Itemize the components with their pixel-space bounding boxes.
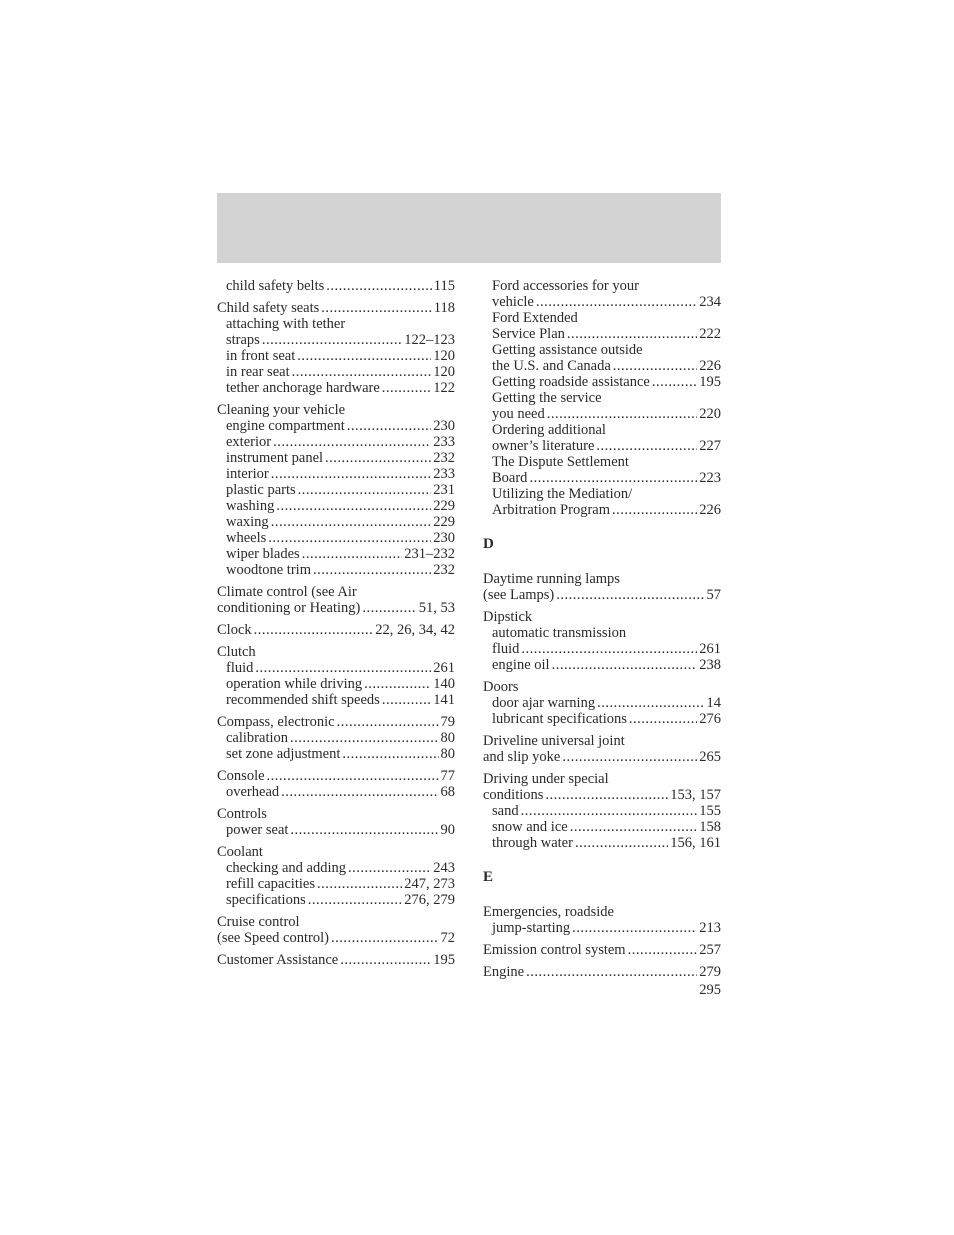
index-entry xyxy=(217,914,455,946)
index-subentry xyxy=(483,920,721,936)
entry-page-ref: 118 xyxy=(433,300,455,316)
index-term xyxy=(483,964,721,980)
index-term xyxy=(483,733,721,749)
index-entry xyxy=(217,622,455,638)
dot-leader xyxy=(362,600,416,616)
entry-label: Compass, electronic xyxy=(217,714,335,730)
dot-leader xyxy=(317,876,402,892)
index-entry xyxy=(483,679,721,727)
index-subentry xyxy=(217,514,455,530)
entry-label: overhead xyxy=(226,784,280,800)
entry-page-ref: 238 xyxy=(699,657,721,673)
index-term xyxy=(483,749,721,765)
entry-page-ref: 68 xyxy=(440,784,455,800)
index-entry xyxy=(483,904,721,936)
dot-leader xyxy=(572,920,697,936)
entry-page-ref: 77 xyxy=(440,768,455,784)
index-entry xyxy=(483,942,721,958)
index-term xyxy=(217,622,455,638)
index-term xyxy=(217,714,455,730)
index-subentry xyxy=(217,530,455,546)
entry-label: automatic transmission xyxy=(492,625,627,641)
dot-leader xyxy=(267,768,439,784)
index-subentry xyxy=(217,562,455,578)
entry-label: Daytime running lamps xyxy=(483,571,620,587)
entry-page-ref: 227 xyxy=(699,438,721,454)
entry-page-ref: 158 xyxy=(699,819,721,835)
dot-leader xyxy=(364,676,431,692)
entry-label: Dipstick xyxy=(483,609,533,625)
index-entry xyxy=(217,806,455,838)
dot-leader xyxy=(308,892,403,908)
index-subentry xyxy=(483,803,721,819)
entry-page-ref: 276 xyxy=(699,711,721,727)
index-entry xyxy=(217,644,455,708)
index-term xyxy=(483,679,721,695)
dot-leader xyxy=(297,348,431,364)
index-term xyxy=(217,806,455,822)
entry-page-ref: 226 xyxy=(699,502,721,518)
index-entry xyxy=(217,402,455,578)
entry-page-ref: 153, 157 xyxy=(670,787,721,803)
entry-label: The Dispute Settlement xyxy=(492,454,629,470)
entry-page-ref: 229 xyxy=(433,514,455,530)
dot-leader xyxy=(382,692,431,708)
entry-page-ref: 122 xyxy=(433,380,455,396)
index-entry xyxy=(483,571,721,603)
entry-page-ref: 231–232 xyxy=(404,546,455,562)
entry-page-ref: 79 xyxy=(440,714,455,730)
index-entry xyxy=(217,768,455,800)
dot-leader xyxy=(347,418,431,434)
entry-page-ref: 231 xyxy=(433,482,455,498)
index-subentry xyxy=(217,348,455,364)
entry-label: Emergencies, roadside xyxy=(483,904,614,920)
entry-label: Ordering additional xyxy=(492,422,606,438)
entry-page-ref: 234 xyxy=(699,294,721,310)
entry-page-ref: 257 xyxy=(699,942,721,958)
index-subentry xyxy=(483,657,721,673)
dot-leader xyxy=(545,787,668,803)
index-entry xyxy=(217,714,455,762)
entry-label: Ford accessories for your xyxy=(492,278,639,294)
entry-label: Climate control (see Air xyxy=(217,584,357,600)
index-subentry xyxy=(217,660,455,676)
entry-label: interior xyxy=(226,466,269,482)
dot-leader xyxy=(575,835,668,851)
dot-leader xyxy=(629,711,697,727)
entry-label: (see Speed control) xyxy=(217,930,329,946)
entry-label: exterior xyxy=(226,434,272,450)
index-term xyxy=(217,914,455,930)
index-subentry xyxy=(217,364,455,380)
index-subentry xyxy=(217,498,455,514)
entry-page-ref: 229 xyxy=(433,498,455,514)
entry-label: checking and adding xyxy=(226,860,346,876)
index-subentry xyxy=(217,892,455,908)
index-subentry xyxy=(217,860,455,876)
index-subentry xyxy=(483,486,721,502)
index-entry xyxy=(217,300,455,396)
index-subentry xyxy=(483,711,721,727)
dot-leader xyxy=(526,964,697,980)
entry-label: engine compartment xyxy=(226,418,345,434)
index-entry xyxy=(217,844,455,908)
entry-label: Console xyxy=(217,768,265,784)
index-term xyxy=(217,402,455,418)
entry-label: vehicle xyxy=(492,294,534,310)
index-subentry xyxy=(217,418,455,434)
index-subentry xyxy=(217,466,455,482)
index-subentry xyxy=(217,450,455,466)
entry-page-ref: 156, 161 xyxy=(670,835,721,851)
dot-leader xyxy=(628,942,698,958)
dot-leader xyxy=(556,587,704,603)
entry-page-ref: 230 xyxy=(433,418,455,434)
entry-label: power seat xyxy=(226,822,289,838)
entry-page-ref: 222 xyxy=(699,326,721,342)
entry-label: plastic parts xyxy=(226,482,296,498)
dot-leader xyxy=(326,278,432,294)
index-subentry xyxy=(483,438,721,454)
index-subentry xyxy=(483,390,721,406)
entry-page-ref: 276, 279 xyxy=(404,892,455,908)
entry-page-ref: 230 xyxy=(433,530,455,546)
entry-label: instrument panel xyxy=(226,450,324,466)
dot-leader xyxy=(567,326,697,342)
index-subentry xyxy=(483,342,721,358)
dot-leader xyxy=(570,819,698,835)
entry-label: you need xyxy=(492,406,545,422)
index-column-right xyxy=(483,278,721,980)
entry-label: lubricant specifications xyxy=(492,711,627,727)
index-term xyxy=(483,609,721,625)
entry-label: Clutch xyxy=(217,644,256,660)
entry-page-ref: 80 xyxy=(440,746,455,762)
entry-label: Cruise control xyxy=(217,914,300,930)
entry-label: owner’s literature xyxy=(492,438,595,454)
index-subentry xyxy=(217,482,455,498)
entry-label: Ford Extended xyxy=(492,310,578,326)
entry-label: in front seat xyxy=(226,348,296,364)
entry-page-ref: 14 xyxy=(706,695,721,711)
entry-page-ref: 120 xyxy=(433,364,455,380)
index-entry xyxy=(483,733,721,765)
index-term xyxy=(217,644,455,660)
entry-page-ref: 261 xyxy=(699,641,721,657)
entry-page-ref: 195 xyxy=(699,374,721,390)
dot-leader xyxy=(325,450,431,466)
dot-leader xyxy=(298,482,432,498)
index-term xyxy=(217,300,455,316)
dot-leader xyxy=(536,294,697,310)
entry-label: conditioning or Heating) xyxy=(217,600,361,616)
index-subentry xyxy=(483,278,721,294)
entry-label: Getting assistance outside xyxy=(492,342,643,358)
entry-label: Cleaning your vehicle xyxy=(217,402,346,418)
entry-label: Controls xyxy=(217,806,267,822)
index-subentry xyxy=(483,310,721,326)
index-entry xyxy=(483,964,721,980)
dot-leader xyxy=(281,784,438,800)
index-term xyxy=(483,787,721,803)
dot-leader xyxy=(547,406,698,422)
entry-label: wheels xyxy=(226,530,267,546)
index-subentry xyxy=(483,641,721,657)
entry-label: Engine xyxy=(483,964,525,980)
index-subentry xyxy=(217,546,455,562)
index-entry xyxy=(217,278,455,294)
entry-label: fluid xyxy=(492,641,520,657)
entry-page-ref: 232 xyxy=(433,562,455,578)
index-subentry xyxy=(483,819,721,835)
index-subentry xyxy=(217,784,455,800)
entry-label: conditions xyxy=(483,787,544,803)
entry-label: attaching with tether xyxy=(226,316,346,332)
dot-leader xyxy=(652,374,697,390)
entry-page-ref: 243 xyxy=(433,860,455,876)
index-term xyxy=(483,942,721,958)
dot-leader xyxy=(521,641,697,657)
entry-page-ref: 120 xyxy=(433,348,455,364)
entry-label: Getting roadside assistance xyxy=(492,374,650,390)
entry-page-ref: 122–123 xyxy=(404,332,455,348)
index-term xyxy=(483,587,721,603)
dot-leader xyxy=(290,822,438,838)
entry-label: recommended shift speeds xyxy=(226,692,380,708)
dot-leader xyxy=(337,714,439,730)
entry-page-ref: 141 xyxy=(433,692,455,708)
entry-page-ref: 279 xyxy=(699,964,721,980)
index-term xyxy=(483,771,721,787)
index-letter-heading: D xyxy=(483,536,494,552)
entry-label: Board xyxy=(492,470,528,486)
entry-label: specifications xyxy=(226,892,306,908)
entry-page-ref: 226 xyxy=(699,358,721,374)
entry-label: through water xyxy=(492,835,573,851)
dot-leader xyxy=(612,502,697,518)
entry-label: the U.S. and Canada xyxy=(492,358,611,374)
entry-label: woodtone trim xyxy=(226,562,311,578)
entry-page-ref: 233 xyxy=(433,434,455,450)
entry-label: in rear seat xyxy=(226,364,290,380)
index-subentry xyxy=(483,502,721,518)
entry-page-ref: 115 xyxy=(433,278,455,294)
entry-label: Child safety seats xyxy=(217,300,320,316)
index-subentry xyxy=(217,876,455,892)
dot-leader xyxy=(262,332,402,348)
index-subentry xyxy=(483,406,721,422)
entry-label: refill capacities xyxy=(226,876,315,892)
dot-leader xyxy=(597,695,704,711)
index-subentry xyxy=(217,822,455,838)
entry-page-ref: 51, 53 xyxy=(418,600,455,616)
dot-leader xyxy=(302,546,403,562)
index-subentry xyxy=(217,676,455,692)
entry-page-ref: 22, 26, 34, 42 xyxy=(375,622,455,638)
entry-label: waxing xyxy=(226,514,269,530)
dot-leader xyxy=(382,380,431,396)
index-term xyxy=(483,904,721,920)
entry-page-ref: 220 xyxy=(699,406,721,422)
index-subentry xyxy=(217,316,455,332)
entry-label: sand xyxy=(492,803,519,819)
index-term xyxy=(217,584,455,600)
dot-leader xyxy=(331,930,439,946)
entry-label: tether anchorage hardware xyxy=(226,380,380,396)
page-number: 295 xyxy=(699,982,721,998)
index-subentry xyxy=(217,746,455,762)
entry-page-ref: 195 xyxy=(433,952,455,968)
header-band xyxy=(217,193,721,263)
entry-label: Driveline universal joint xyxy=(483,733,625,749)
entry-page-ref: 140 xyxy=(433,676,455,692)
dot-leader xyxy=(290,730,438,746)
index-subentry xyxy=(217,380,455,396)
entry-label: and slip yoke xyxy=(483,749,561,765)
entry-page-ref: 233 xyxy=(433,466,455,482)
entry-page-ref: 223 xyxy=(699,470,721,486)
dot-leader xyxy=(271,514,432,530)
dot-leader xyxy=(529,470,697,486)
dot-leader xyxy=(321,300,431,316)
entry-label: operation while driving xyxy=(226,676,363,692)
entry-label: fluid xyxy=(226,660,254,676)
index-subentry xyxy=(483,294,721,310)
index-subentry xyxy=(483,374,721,390)
index-subentry xyxy=(483,625,721,641)
dot-leader xyxy=(254,622,374,638)
dot-leader xyxy=(276,498,431,514)
index-subentry xyxy=(483,422,721,438)
dot-leader xyxy=(340,952,431,968)
index-entry xyxy=(217,952,455,968)
entry-page-ref: 72 xyxy=(440,930,455,946)
index-subentry xyxy=(483,326,721,342)
dot-leader xyxy=(292,364,432,380)
index-term xyxy=(217,600,455,616)
dot-leader xyxy=(271,466,432,482)
index-term xyxy=(483,571,721,587)
index-entry xyxy=(483,278,721,518)
entry-label: door ajar warning xyxy=(492,695,596,711)
dot-leader xyxy=(348,860,431,876)
index-term xyxy=(217,930,455,946)
entry-page-ref: 232 xyxy=(433,450,455,466)
index-term xyxy=(217,844,455,860)
entry-label: Coolant xyxy=(217,844,263,860)
index-term xyxy=(217,768,455,784)
index-subentry xyxy=(217,332,455,348)
entry-label: Arbitration Program xyxy=(492,502,610,518)
index-subentry xyxy=(483,470,721,486)
entry-page-ref: 80 xyxy=(440,730,455,746)
dot-leader xyxy=(521,803,698,819)
dot-leader xyxy=(273,434,431,450)
entry-label: Clock xyxy=(217,622,252,638)
dot-leader xyxy=(268,530,431,546)
entry-page-ref: 247, 273 xyxy=(404,876,455,892)
entry-label: straps xyxy=(226,332,260,348)
entry-label: Service Plan xyxy=(492,326,565,342)
index-entry xyxy=(483,609,721,673)
entry-label: calibration xyxy=(226,730,289,746)
index-letter-heading: E xyxy=(483,869,494,885)
entry-label: Utilizing the Mediation/ xyxy=(492,486,633,502)
entry-label: child safety belts xyxy=(226,278,325,294)
index-term xyxy=(217,952,455,968)
entry-label: jump-starting xyxy=(492,920,571,936)
entry-label: Getting the service xyxy=(492,390,602,406)
dot-leader xyxy=(342,746,438,762)
index-entry xyxy=(483,771,721,851)
index-subentry xyxy=(217,692,455,708)
entry-label: Emission control system xyxy=(483,942,626,958)
entry-page-ref: 155 xyxy=(699,803,721,819)
entry-label: snow and ice xyxy=(492,819,568,835)
entry-label: washing xyxy=(226,498,275,514)
index-subentry xyxy=(217,730,455,746)
index-subentry xyxy=(483,835,721,851)
entry-label: Driving under special xyxy=(483,771,609,787)
entry-label: set zone adjustment xyxy=(226,746,341,762)
entry-label: wiper blades xyxy=(226,546,300,562)
index-subentry xyxy=(483,358,721,374)
index-column-left xyxy=(217,278,455,968)
entry-page-ref: 90 xyxy=(440,822,455,838)
index-subentry xyxy=(217,434,455,450)
index-subentry xyxy=(217,278,455,294)
entry-page-ref: 57 xyxy=(706,587,721,603)
entry-page-ref: 213 xyxy=(699,920,721,936)
dot-leader xyxy=(255,660,431,676)
dot-leader xyxy=(313,562,431,578)
entry-label: Customer Assistance xyxy=(217,952,339,968)
index-subentry xyxy=(483,695,721,711)
dot-leader xyxy=(562,749,697,765)
index-subentry xyxy=(483,454,721,470)
dot-leader xyxy=(552,657,698,673)
dot-leader xyxy=(596,438,697,454)
entry-page-ref: 261 xyxy=(433,660,455,676)
entry-label: (see Lamps) xyxy=(483,587,555,603)
entry-label: Doors xyxy=(483,679,519,695)
entry-label: engine oil xyxy=(492,657,550,673)
entry-page-ref: 265 xyxy=(699,749,721,765)
index-entry xyxy=(217,584,455,616)
dot-leader xyxy=(613,358,697,374)
